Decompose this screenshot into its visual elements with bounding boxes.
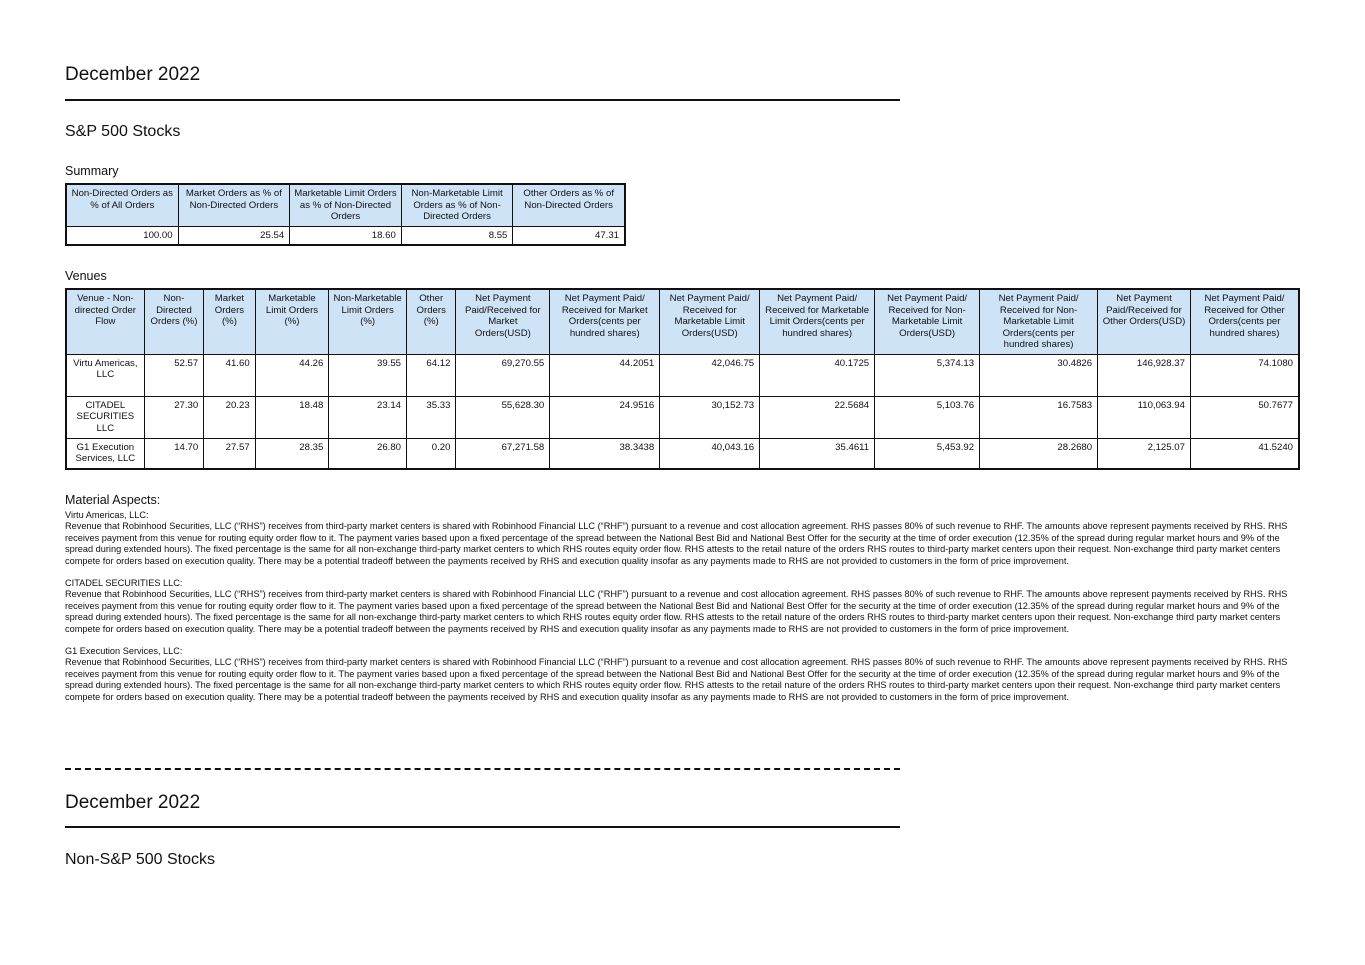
venues-header: Marketable Limit Orders (%): [255, 289, 329, 354]
summary-cell: 25.54: [178, 226, 290, 245]
venue-cell: 40.1725: [760, 354, 875, 396]
venue-cell: 30,152.73: [660, 396, 760, 438]
venue-cell: 27.30: [144, 396, 204, 438]
venue-cell: 41.60: [204, 354, 255, 396]
venues-header: Net Payment Paid/ Received for Other Orders(cents per hundred shares): [1190, 289, 1299, 354]
stock-category-heading: Non-S&P 500 Stocks: [65, 851, 216, 868]
table-row: [66, 354, 1299, 396]
venues-header: Venue - Non-directed Order Flow: [66, 289, 144, 354]
material-aspect-item: [65, 646, 1300, 703]
venues-header: Net Payment Paid/ Received for Non-Marketable Limit Orders(USD): [875, 289, 980, 354]
venue-cell: 146,928.37: [1098, 354, 1191, 396]
venues-header: Non-Marketable Limit Orders (%): [329, 289, 407, 354]
summary-header: Market Orders as % of Non-Directed Orders: [178, 184, 290, 226]
material-aspects-section: [65, 493, 1300, 714]
venue-cell: 23.14: [329, 396, 407, 438]
venues-header: Other Orders (%): [407, 289, 456, 354]
venue-cell: 42,046.75: [660, 354, 760, 396]
venue-cell: 35.4611: [760, 438, 875, 469]
venues-header: Net Payment Paid/Received for Market Orders(USD): [456, 289, 550, 354]
heading-rule: [65, 99, 900, 101]
summary-header: Other Orders as % of Non-Directed Orders: [513, 184, 625, 226]
venue-cell: 50.7677: [1190, 396, 1299, 438]
venue-name: CITADEL SECURITIES LLC: [66, 396, 144, 438]
venues-header: Net Payment Paid/Received for Other Orders(USD): [1098, 289, 1191, 354]
venue-cell: 5,374.13: [875, 354, 980, 396]
venue-cell: 24.9516: [550, 396, 660, 438]
summary-header: Marketable Limit Orders as % of Non-Directed Orders: [290, 184, 402, 226]
summary-cell: 100.00: [66, 226, 178, 245]
summary-table: [65, 183, 626, 246]
month-heading: December 2022: [65, 64, 201, 85]
venue-cell: 41.5240: [1190, 438, 1299, 469]
venue-cell: 14.70: [144, 438, 204, 469]
venue-cell: 18.48: [255, 396, 329, 438]
venues-header: Non-Directed Orders (%): [144, 289, 204, 354]
venue-name: Virtu Americas, LLC: [66, 354, 144, 396]
venue-cell: 22.5684: [760, 396, 875, 438]
venue-cell: 55,628.30: [456, 396, 550, 438]
venues-heading: Venues: [65, 269, 107, 283]
venues-table: [65, 288, 1300, 470]
material-aspect-venue: G1 Execution Services, LLC:: [65, 646, 183, 657]
venue-cell: 28.35: [255, 438, 329, 469]
venue-cell: 40,043.16: [660, 438, 760, 469]
venue-cell: 35.33: [407, 396, 456, 438]
summary-header: Non-Directed Orders as % of All Orders: [66, 184, 178, 226]
summary-cell: 18.60: [290, 226, 402, 245]
summary-heading: Summary: [65, 164, 119, 178]
venues-header: Net Payment Paid/ Received for Non-Marketable Limit Orders(cents per hundred shares): [980, 289, 1098, 354]
venue-cell: 26.80: [329, 438, 407, 469]
month-heading: December 2022: [65, 792, 201, 813]
venue-name: G1 Execution Services, LLC: [66, 438, 144, 469]
venue-cell: 20.23: [204, 396, 255, 438]
venues-header: Net Payment Paid/ Received for Marketable Limit Orders(cents per hundred shares): [760, 289, 875, 354]
venue-cell: 5,453.92: [875, 438, 980, 469]
venue-cell: 27.57: [204, 438, 255, 469]
venue-cell: 44.2051: [550, 354, 660, 396]
material-aspect-venue: CITADEL SECURITIES LLC:: [65, 578, 183, 589]
venue-cell: 5,103.76: [875, 396, 980, 438]
venue-cell: 38.3438: [550, 438, 660, 469]
stock-category-heading: S&P 500 Stocks: [65, 123, 181, 140]
summary-cell: 8.55: [401, 226, 513, 245]
venue-cell: 67,271.58: [456, 438, 550, 469]
table-row: [66, 396, 1299, 438]
material-aspect-venue: Virtu Americas, LLC:: [65, 510, 149, 520]
venue-cell: 39.55: [329, 354, 407, 396]
table-row: [66, 438, 1299, 469]
heading-rule: [65, 826, 900, 828]
venue-cell: 30.4826: [980, 354, 1098, 396]
material-aspect-text: Revenue that Robinhood Securities, LLC (“RHS”) receives from third-party market centers is shared with Robinhood Financial LLC (“RHF”) pursuant to a revenue and cost allocation agreement. RHS passes 80% of such revenue to RHF. The amounts above represent payments received by RHS. RHS receives payment from this venue for routing equity order flow to it. The payment varies based upon a fixed percentage of the spread between the National Best Bid and National Best Offer for the security at the time of order execution (12.35% of the spread during regular market hours and 9% of the spread during extended hours). The fixed percentage is the same for all non-exchange third-party market centers to which RHS routes equity order flow. RHS attests to the retail nature of the orders RHS routes to third-party market centers upon their request. Non-exchange third party market centers compete for orders based on execution quality. There may be a potential tradeoff between the payments received by RHS and execution quality insofar as any payments made to RHS are not provided to customers in the form of price improvement.: [65, 657, 1288, 702]
venue-cell: 52.57: [144, 354, 204, 396]
venue-cell: 74.1080: [1190, 354, 1299, 396]
material-aspect-text: Revenue that Robinhood Securities, LLC (“RHS”) receives from third-party market centers is shared with Robinhood Financial LLC (“RHF”) pursuant to a revenue and cost allocation agreement. RHS passes 80% of such revenue to RHF. The amounts above represent payments received by RHS. RHS receives payment from this venue for routing equity order flow to it. The payment varies based upon a fixed percentage of the spread between the National Best Bid and National Best Offer for the security at the time of order execution (12.35% of the spread during regular market hours and 9% of the spread during extended hours). The fixed percentage is the same for all non-exchange third-party market centers to which RHS routes equity order flow. RHS attests to the retail nature of the orders RHS routes to third-party market centers upon their request. Non-exchange third party market centers compete for orders based on execution quality. There may be a potential tradeoff between the payments received by RHS and execution quality insofar as any payments made to RHS are not provided to customers in the form of price improvement.: [65, 521, 1288, 566]
venues-header: Market Orders (%): [204, 289, 255, 354]
section-divider: [65, 768, 900, 770]
material-aspect-item: [65, 578, 1300, 635]
material-aspects-heading: Material Aspects:: [65, 493, 161, 507]
venue-cell: 69,270.55: [456, 354, 550, 396]
venue-cell: 0.20: [407, 438, 456, 469]
venues-header: Net Payment Paid/ Received for Market Orders(cents per hundred shares): [550, 289, 660, 354]
venue-cell: 2,125.07: [1098, 438, 1191, 469]
summary-cell: 47.31: [513, 226, 625, 245]
venue-cell: 44.26: [255, 354, 329, 396]
venue-cell: 110,063.94: [1098, 396, 1191, 438]
summary-header: Non-Marketable Limit Orders as % of Non-Directed Orders: [401, 184, 513, 226]
venue-cell: 28.2680: [980, 438, 1098, 469]
summary-row: [66, 226, 625, 245]
venue-cell: 64.12: [407, 354, 456, 396]
material-aspect-text: Revenue that Robinhood Securities, LLC (“RHS”) receives from third-party market centers is shared with Robinhood Financial LLC (“RHF”) pursuant to a revenue and cost allocation agreement. RHS passes 80% of such revenue to RHF. The amounts above represent payments received by RHS. RHS receives payment from this venue for routing equity order flow to it. The payment varies based upon a fixed percentage of the spread between the National Best Bid and National Best Offer for the security at the time of order execution (12.35% of the spread during regular market hours and 9% of the spread during extended hours). The fixed percentage is the same for all non-exchange third-party market centers to which RHS routes equity order flow. RHS attests to the retail nature of the orders RHS routes to third-party market centers upon their request. Non-exchange third party market centers compete for orders based on execution quality. There may be a potential tradeoff between the payments received by RHS and execution quality insofar as any payments made to RHS are not provided to customers in the form of price improvement.: [65, 589, 1288, 634]
material-aspect-item: [65, 510, 1300, 567]
venue-cell: 16.7583: [980, 396, 1098, 438]
venues-header: Net Payment Paid/ Received for Marketable Limit Orders(USD): [660, 289, 760, 354]
